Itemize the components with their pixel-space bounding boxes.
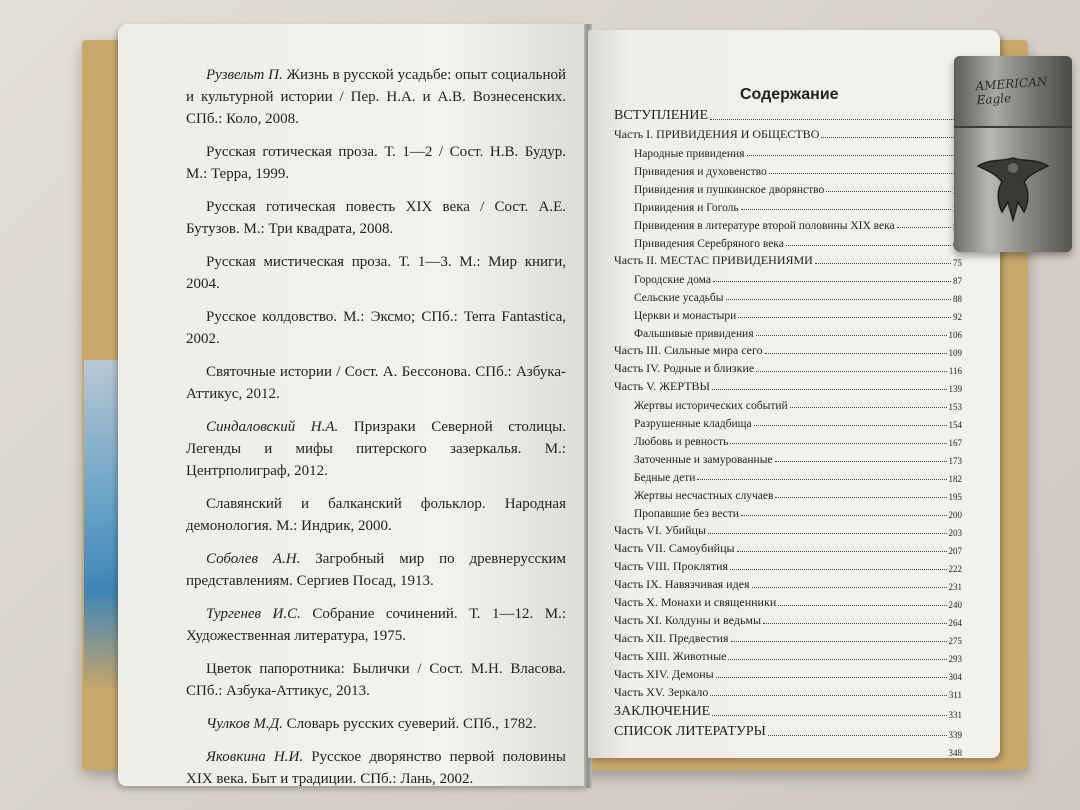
lighter <box>954 56 1072 252</box>
bibliography-entry <box>186 361 566 405</box>
contents-entry-page: 116 <box>948 366 962 376</box>
contents-entry-page: 173 <box>948 456 962 466</box>
contents-entry-label: Часть III. Сильные мира сего <box>614 343 763 357</box>
eagle-icon <box>972 148 1054 228</box>
contents-entry-label: Привидения и духовенство <box>634 166 767 178</box>
dot-leader <box>712 389 947 390</box>
contents-entry-label: Народные привидения <box>634 148 745 160</box>
dot-leader <box>752 587 947 588</box>
contents-entry-page: 231 <box>948 582 962 592</box>
contents-entry-label: Часть VIII. Проклятия <box>614 559 729 573</box>
right-page-contents <box>588 30 1000 758</box>
contents-entry-label: Жертвы исторических событий <box>634 400 788 412</box>
contents-entry <box>614 142 962 160</box>
contents-entry-label: Жертвы несчастных случаев <box>634 490 774 502</box>
bibliography-author: Синдаловский Н.А. <box>206 419 339 435</box>
contents-entry-label: Сельские усадьбы <box>634 292 724 304</box>
contents-entry-label: Церкви и монастыри <box>634 310 737 322</box>
contents-entry-page: 339 <box>948 730 962 740</box>
contents-entry <box>614 394 962 412</box>
contents-entry <box>614 700 962 720</box>
bibliography-entry <box>186 603 566 647</box>
dot-leader <box>710 695 946 696</box>
contents-entry-label: Часть II. МЕСТАС ПРИВИДЕНИЯМИ <box>614 253 813 267</box>
bibliography-list <box>186 64 566 786</box>
dot-leader <box>754 425 947 426</box>
contents-entry <box>614 358 962 376</box>
contents-entry-label: Привидения и пушкинское дворянство <box>634 184 825 196</box>
bibliography-author: Соболев А.Н. <box>206 551 301 567</box>
lighter-brand: AMERICAN Eagle <box>975 74 1048 108</box>
contents-entry-label: Привидения Серебряного века <box>634 238 784 250</box>
dot-leader <box>708 533 946 534</box>
dot-leader <box>786 245 951 246</box>
contents-entry-label: Разрушенные кладбища <box>634 418 752 430</box>
dot-leader <box>756 371 947 372</box>
dot-leader <box>790 407 947 408</box>
dot-leader <box>763 623 946 624</box>
contents-entry <box>614 124 962 142</box>
contents-entry-page: 311 <box>948 690 962 700</box>
dot-leader <box>756 335 947 336</box>
left-page-bibliography <box>118 24 588 786</box>
dot-leader <box>716 677 947 678</box>
contents-entry <box>614 646 962 664</box>
contents-entry-label: ЗАКЛЮЧЕНИЕ <box>614 704 711 719</box>
contents-entry-label: Бедные дети <box>634 472 696 484</box>
contents-entry-page: 331 <box>948 710 962 720</box>
contents-entry <box>614 376 962 394</box>
dot-leader <box>775 497 946 498</box>
contents-entry-label: Привидения и Гоголь <box>634 202 739 214</box>
contents-entry <box>614 574 962 592</box>
contents-entry <box>614 538 962 556</box>
contents-entry-page: 88 <box>953 294 962 304</box>
contents-entry <box>614 286 962 304</box>
contents-entry <box>614 304 962 322</box>
bibliography-text: Жизнь в русской усадьбе: опыт социальной и культурной истории / Пер. Н.А. и А.В. Вознесенских. СПб.: Коло, 2008. <box>186 67 567 127</box>
contents-entry <box>614 682 962 700</box>
dot-leader <box>710 119 960 120</box>
bibliography-text: Цветок папоротника: Былички / Сост. М.Н. Власова. СПб.: Азбука-Аттикус, 2013. <box>186 661 566 699</box>
bibliography-entry <box>186 416 566 482</box>
dot-leader <box>712 715 946 716</box>
bibliography-text: Призраки Северной столицы. Легенды и мифы питерского зазеркалья. М.: Центрполиграф, 2012. <box>186 419 566 479</box>
contents-entry-label: Часть V. ЖЕРТВЫ <box>614 379 710 393</box>
bibliography-entry <box>186 493 566 537</box>
contents-entry-label: Часть IX. Навязчивая идея <box>614 577 750 591</box>
bibliography-text: Славянский и балканский фольклор. Народная демонология. М.: Индрик, 2000. <box>186 496 566 534</box>
contents-entry-page: 75 <box>953 258 962 268</box>
dot-leader <box>826 191 951 192</box>
dot-leader <box>741 515 947 516</box>
contents-entry <box>614 610 962 628</box>
dot-leader <box>697 479 946 480</box>
bibliography-entry <box>186 141 566 185</box>
contents-entry <box>614 466 962 484</box>
bibliography-entry <box>186 251 566 295</box>
contents-entry-label: Привидения в литературе второй половины XIX века <box>634 220 895 232</box>
bibliography-text: Русская готическая повесть XIX века / Сост. А.Е. Бутузов. М.: Три квадрата, 2008. <box>186 199 566 237</box>
dot-leader <box>768 735 947 736</box>
bibliography-entry <box>186 548 566 592</box>
contents-entry <box>614 196 962 214</box>
dot-leader <box>747 155 956 156</box>
bibliography-text: Загробный мир по древнерусским представлениям. Сергиев Посад, 1913. <box>186 551 566 589</box>
bibliography-text: Русская мистическая проза. Т. 1—3. М.: Мир книги, 2004. <box>186 254 566 292</box>
bibliography-author: Тургенев И.С. <box>206 606 301 622</box>
dot-leader <box>741 209 951 210</box>
bibliography-text: Словарь русских суеверий. СПб., 1782. <box>286 716 537 732</box>
contents-entry <box>614 484 962 502</box>
contents-entry-label: Любовь и ревность <box>634 436 729 448</box>
dot-leader <box>713 281 951 282</box>
contents-entry-label: Часть XV. Зеркало <box>614 685 709 699</box>
contents-entry <box>614 448 962 466</box>
bibliography-entry <box>186 306 566 350</box>
contents-entry <box>614 628 962 646</box>
contents-entry <box>614 214 962 232</box>
contents-entry-label: Заточенные и замурованные <box>634 454 773 466</box>
contents-entry-page: 240 <box>948 600 962 610</box>
contents-entry-label: Часть VI. Убийцы <box>614 523 707 537</box>
contents-entry <box>614 178 962 196</box>
lighter-lid <box>954 56 1072 128</box>
contents-entry <box>614 502 962 520</box>
dot-leader <box>897 227 951 228</box>
contents-entry-page: 92 <box>953 312 962 322</box>
contents-trailing-page <box>614 740 962 758</box>
contents-entry-page: 87 <box>953 276 962 286</box>
contents-entry-label: Часть IV. Родные и близкие <box>614 361 755 375</box>
contents-entry-page: 293 <box>948 654 962 664</box>
dot-leader <box>730 569 946 570</box>
dot-leader <box>765 353 947 354</box>
contents-entry-label: Часть XIII. Животные <box>614 649 727 663</box>
contents-entry-page: 348 <box>948 748 962 758</box>
contents-entry <box>614 720 962 740</box>
bibliography-entry <box>186 713 566 735</box>
contents-entry-label: Часть XII. Предвестия <box>614 631 729 645</box>
contents-entry <box>614 250 962 268</box>
bibliography-author: Яковкина Н.И. <box>206 749 304 765</box>
contents-entry <box>614 160 962 178</box>
contents-entry <box>614 104 962 124</box>
contents-entry-label: Городские дома <box>634 274 711 286</box>
contents-entry-page: 195 <box>948 492 962 502</box>
contents-entry <box>614 322 962 340</box>
contents-entry <box>614 232 962 250</box>
dot-leader <box>731 641 947 642</box>
bibliography-entry <box>186 658 566 702</box>
contents-entry-label: Пропавшие без вести <box>634 508 739 520</box>
bibliography-text: Русское дворянство первой половины XIX века. Быт и традиции. СПб.: Лань, 2002. <box>186 749 567 786</box>
bibliography-text: Святочные истории / Сост. А. Бессонова. СПб.: Азбука-Аттикус, 2012. <box>186 364 566 402</box>
bibliography-entry <box>186 196 566 240</box>
contents-entry-page: 154 <box>948 420 962 430</box>
dot-leader <box>769 173 956 174</box>
contents-entry-page: 304 <box>948 672 962 682</box>
dot-leader <box>815 263 951 264</box>
dot-leader <box>778 605 946 606</box>
contents-entry-page: 207 <box>948 546 962 556</box>
bibliography-entry <box>186 746 566 786</box>
contents-entry-label: Часть I. ПРИВИДЕНИЯ И ОБЩЕСТВО <box>614 127 820 141</box>
contents-entry-page: 106 <box>948 330 962 340</box>
contents-entry-page: 264 <box>948 618 962 628</box>
contents-entry-page: 275 <box>948 636 962 646</box>
dot-leader <box>726 299 952 300</box>
contents-title: Содержание <box>740 86 839 103</box>
dot-leader <box>775 461 947 462</box>
bibliography-entry <box>186 64 566 130</box>
bibliography-text: Собрание сочинений. Т. 1—12. М.: Художественная литература, 1975. <box>186 606 566 644</box>
contents-entry <box>614 430 962 448</box>
contents-entry-page: 167 <box>948 438 962 448</box>
contents-entry <box>614 664 962 682</box>
dot-leader <box>728 659 946 660</box>
contents-entry <box>614 592 962 610</box>
contents-entry-page: 200 <box>948 510 962 520</box>
dot-leader <box>730 443 946 444</box>
contents-entry-label: Фальшивые привидения <box>634 328 754 340</box>
contents-list <box>614 104 962 758</box>
contents-entry-page: 203 <box>948 528 962 538</box>
contents-entry-label: ВСТУПЛЕНИЕ <box>614 108 709 123</box>
bibliography-author: Рузвельт П. <box>206 67 283 83</box>
contents-entry-page: 153 <box>948 402 962 412</box>
contents-entry-label: СПИСОК ЛИТЕРАТУРЫ <box>614 724 766 739</box>
bibliography-text: Русская готическая проза. Т. 1—2 / Сост. Н.В. Будур. М.: Терра, 1999. <box>186 144 566 182</box>
bibliography-author: Чулков М.Д. <box>206 716 283 732</box>
contents-entry <box>614 520 962 538</box>
contents-entry-label: Часть XIV. Демоны <box>614 667 714 681</box>
contents-entry <box>614 412 962 430</box>
dot-leader <box>821 137 960 138</box>
dot-leader <box>738 317 951 318</box>
dot-leader <box>737 551 947 552</box>
contents-entry-label: Часть X. Монахи и священники <box>614 595 777 609</box>
contents-entry-page: 222 <box>948 564 962 574</box>
bibliography-text: Русское колдовство. М.: Эксмо; СПб.: Terra Fantastica, 2002. <box>186 309 566 347</box>
contents-entry-page: 182 <box>948 474 962 484</box>
contents-entry-label: Часть XI. Колдуны и ведьмы <box>614 613 762 627</box>
contents-entry-label: Часть VII. Самоубийцы <box>614 541 735 555</box>
contents-entry <box>614 340 962 358</box>
contents-entry-page: 109 <box>948 348 962 358</box>
contents-entry <box>614 556 962 574</box>
contents-entry <box>614 268 962 286</box>
contents-entry-page: 139 <box>948 384 962 394</box>
